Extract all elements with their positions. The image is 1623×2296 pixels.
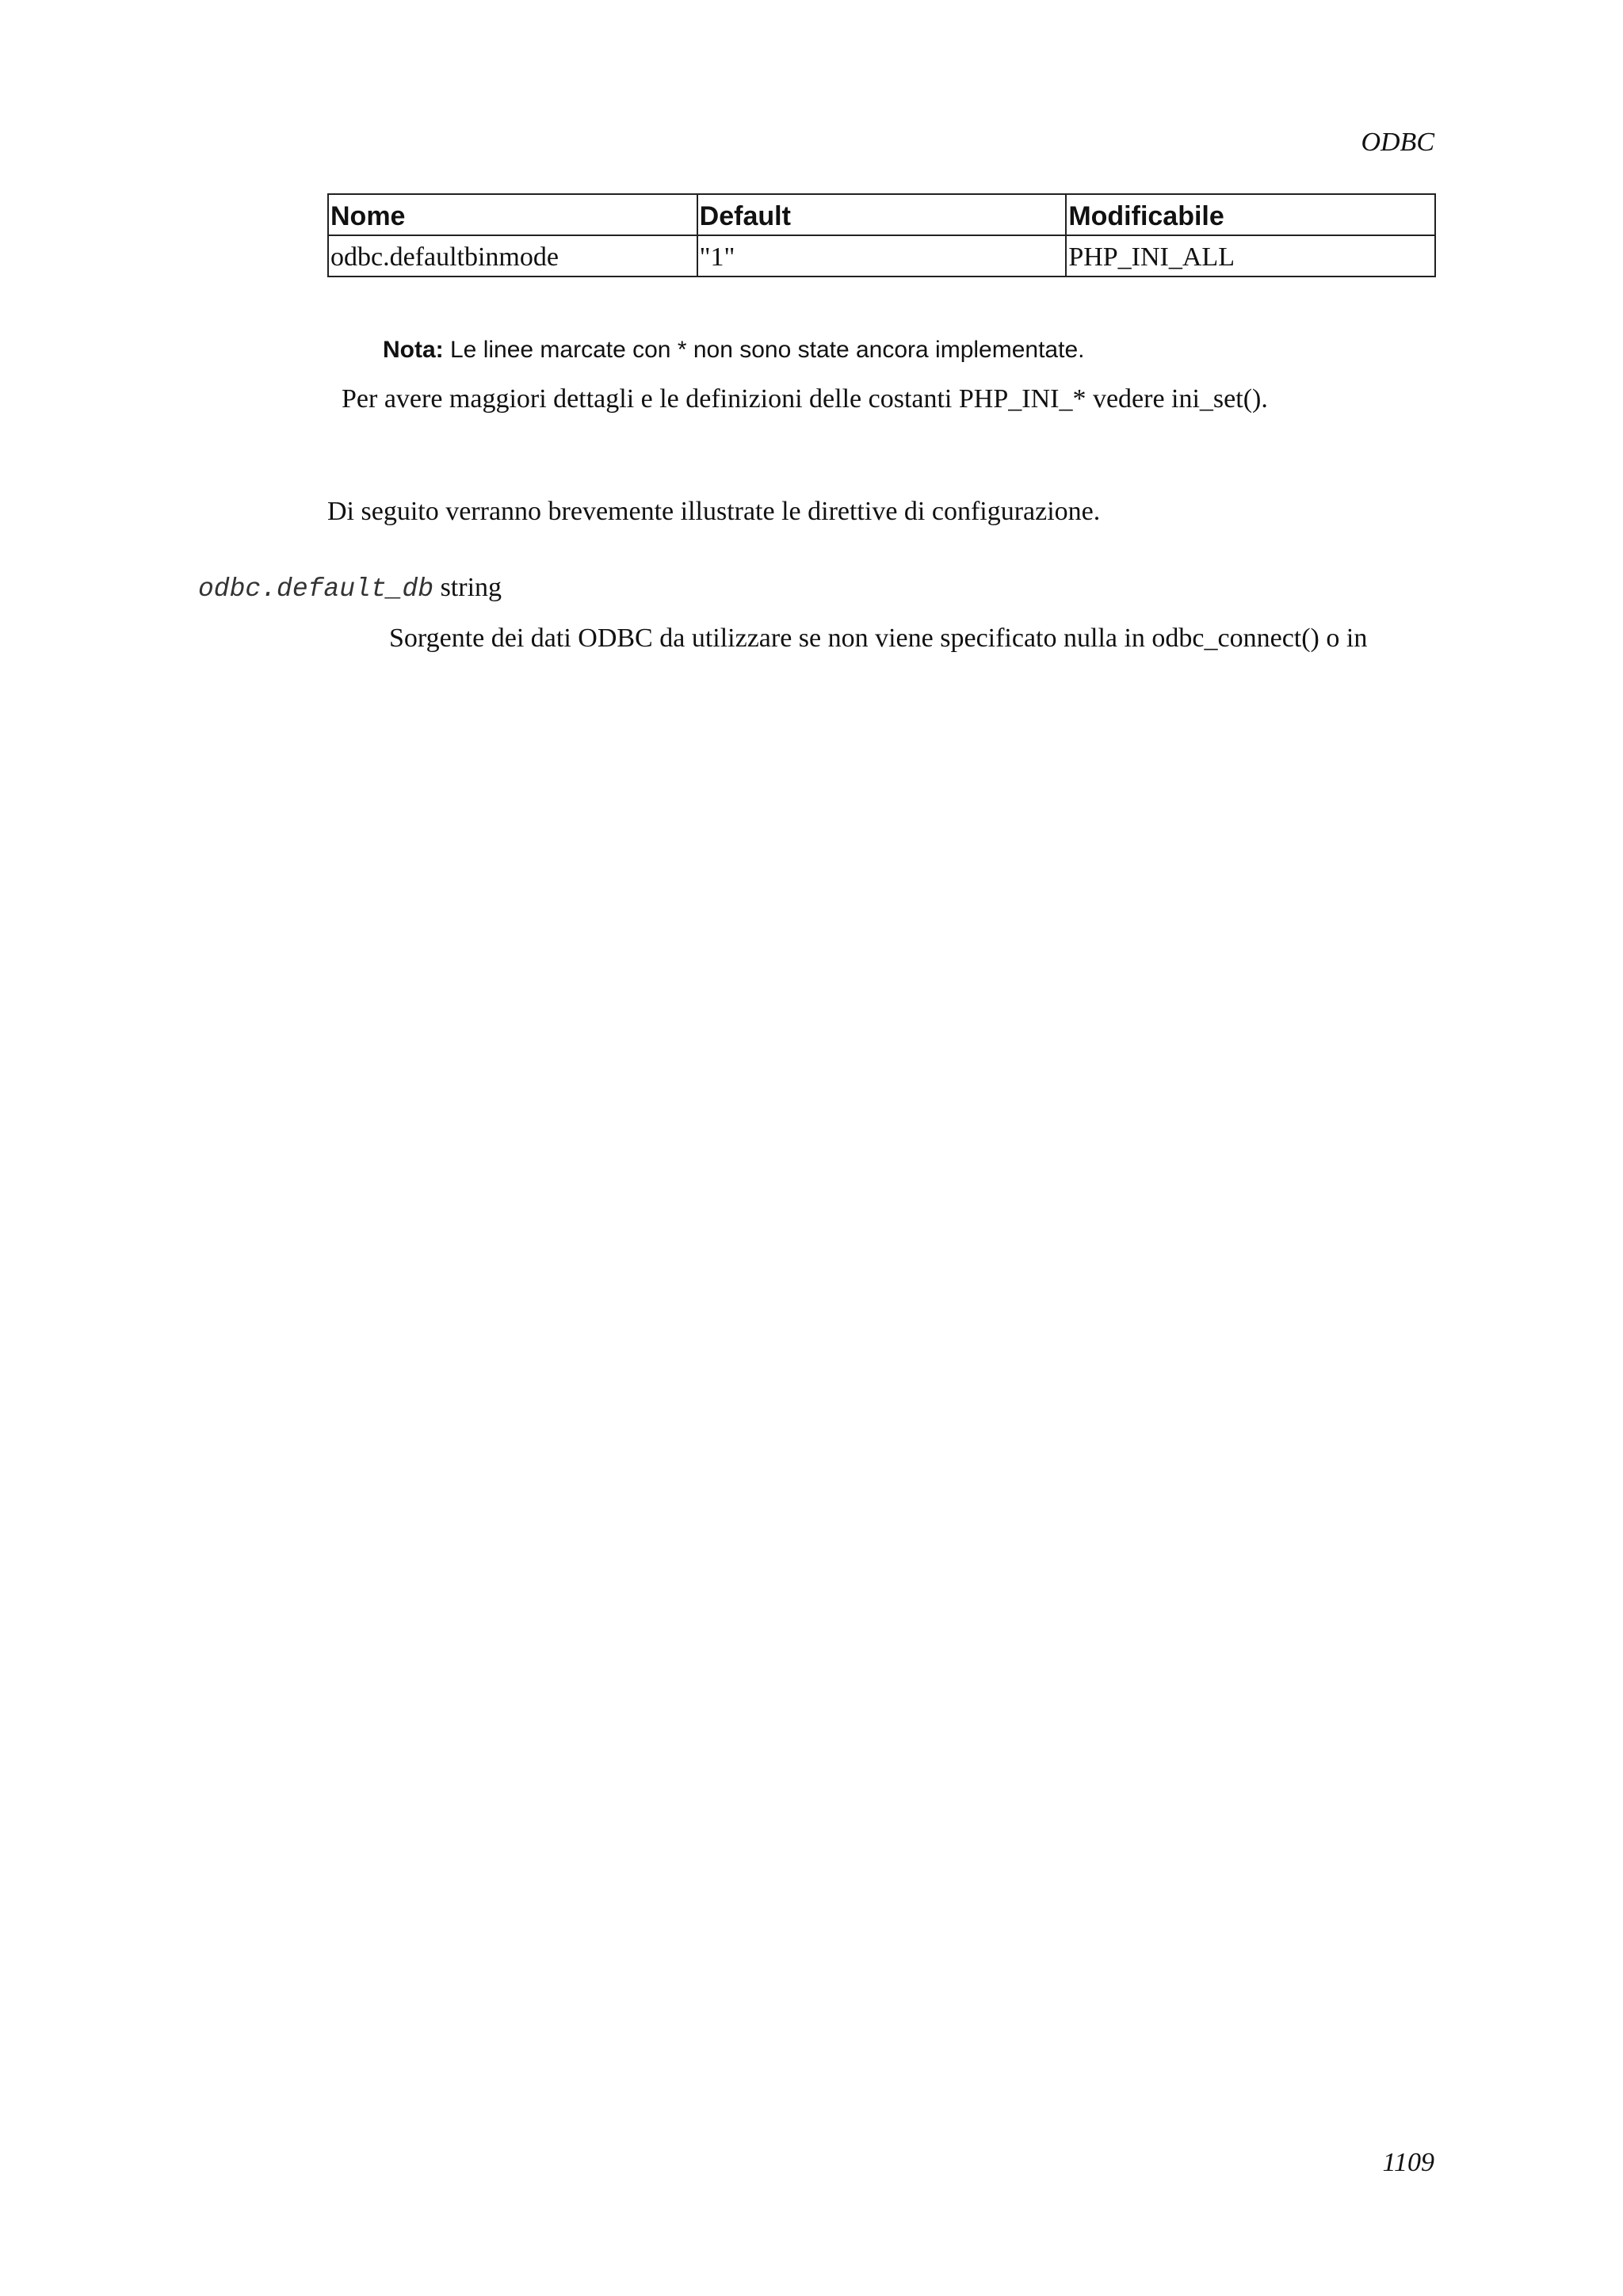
running-header: ODBC <box>1361 128 1434 157</box>
directive-type: string <box>433 573 502 602</box>
intro-paragraph: Di seguito verranno brevemente illustrate le direttive di configurazione. <box>327 497 1101 526</box>
column-header-modificabile: Modificabile <box>1066 194 1435 235</box>
table-row <box>328 235 1435 277</box>
column-header-default: Default <box>697 194 1067 235</box>
directive-description: Sorgente dei dati ODBC da utilizzare se non viene specificato nulla in odbc_connect() o in <box>389 624 1368 653</box>
table-cell-default: "1" <box>697 235 1067 277</box>
note-text: Le linee marcate con * non sono state ancora implementate. <box>443 337 1085 363</box>
table-header-row <box>328 194 1435 235</box>
ini-settings-table <box>327 193 1436 277</box>
table-cell-changeable: PHP_INI_ALL <box>1066 235 1435 277</box>
table-cell-name: odbc.defaultbinmode <box>328 235 697 277</box>
note-label: Nota: <box>383 337 444 363</box>
directive-name: odbc.default_db <box>198 574 434 604</box>
page-number: 1109 <box>1382 2148 1434 2177</box>
note <box>383 334 1084 366</box>
directive-term <box>198 572 502 605</box>
column-header-nome: Nome <box>328 194 697 235</box>
details-paragraph: Per avere maggiori dettagli e le definizioni delle costanti PHP_INI_* vedere ini_set(). <box>342 384 1268 414</box>
ini-settings-table-container <box>327 193 1436 277</box>
